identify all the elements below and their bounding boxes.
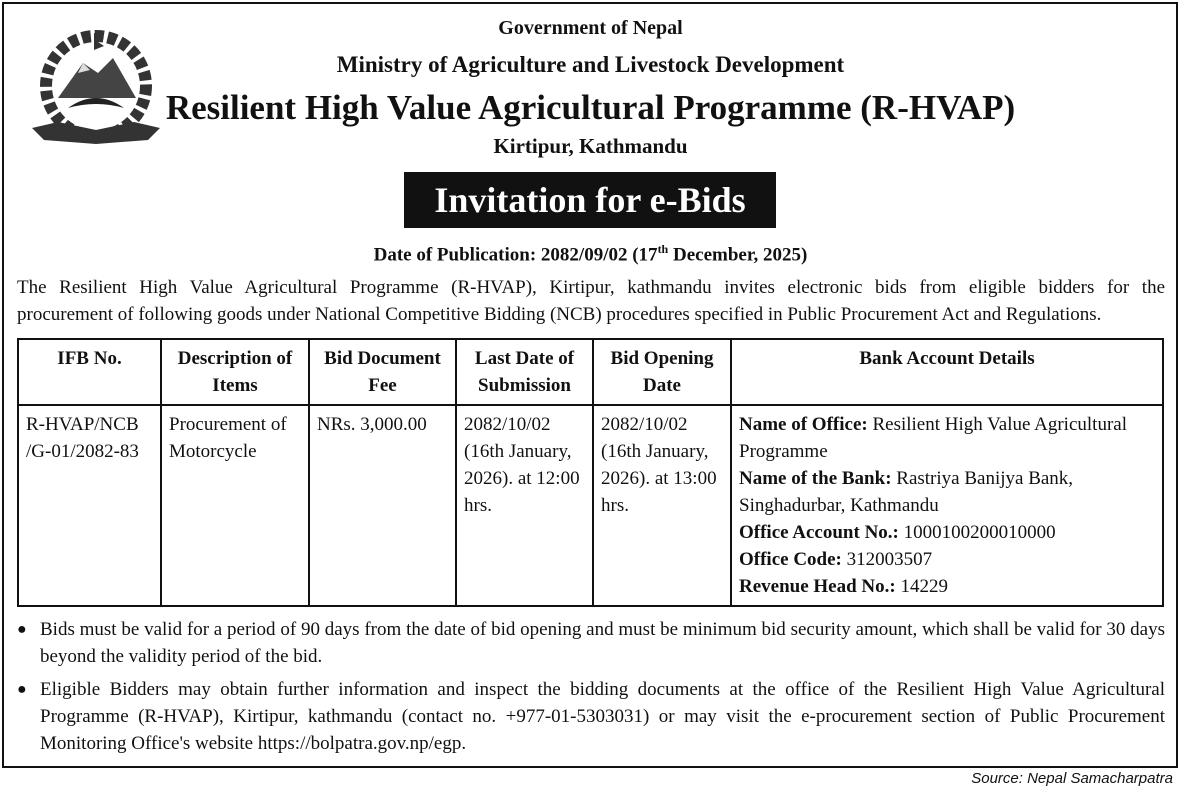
bank-office-name (739, 411, 1155, 465)
note-item (17, 616, 1165, 670)
table-header-row (18, 339, 1163, 405)
bank-value: Resilient High Value Agricultural Programme (739, 414, 1127, 462)
bank-value: 14229 (895, 576, 948, 597)
location-heading: Kirtipur, Kathmandu (493, 134, 688, 158)
cell-bank (731, 405, 1163, 606)
bank-label: Name of the Bank: (739, 468, 892, 489)
intro-line: The Resilient High Value Agricultural Programme (R-HVAP), Kirtipur, kathmandu invites electronic bids from eligible bidders for the (17, 277, 1165, 298)
bank-office-code (739, 546, 1155, 573)
header-ifb: IFB No. (18, 339, 161, 405)
notes-list (17, 616, 1165, 763)
table-row (18, 405, 1163, 606)
header-description: Description of Items (161, 339, 309, 405)
cell-ifb: R-HVAP/NCB /G-01/2082-83 (18, 405, 161, 606)
header-submission: Last Date of Submission (456, 339, 593, 405)
cell-submission: 2082/10/02 (16th January, 2026). at 12:00 hrs. (456, 405, 593, 606)
notice-title: Invitation for e-Bids (404, 172, 776, 228)
publication-date (0, 242, 1181, 266)
bank-label: Office Code: (739, 549, 842, 570)
publication-date-text: Date of Publication: 2082/09/02 (17 (373, 244, 658, 266)
publication-date-sup: th (657, 242, 669, 256)
bank-label: Name of Office: (739, 414, 868, 435)
intro-paragraph (17, 274, 1165, 328)
source-caption: Source: Nepal Samacharpatra (971, 770, 1173, 787)
header-bank: Bank Account Details (731, 339, 1163, 405)
cell-fee: NRs. 3,000.00 (309, 405, 456, 606)
bid-table (17, 338, 1164, 607)
cell-description: Procurement of Motorcycle (161, 405, 309, 606)
bullet-icon: ● (17, 621, 27, 638)
bank-value: 312003507 (841, 549, 933, 570)
government-heading: Government of Nepal (498, 17, 683, 39)
bank-label: Revenue Head No.: (739, 576, 896, 597)
header-fee: Bid Document Fee (309, 339, 456, 405)
note-text: Bids must be valid for a period of 90 days from the date of bid opening and must be minimum bid security amount, which shall be valid for 30 days beyond the validity period of the bid. (40, 619, 1165, 667)
header-opening: Bid Opening Date (593, 339, 731, 405)
cell-opening: 2082/10/02 (16th January, 2026). at 13:00 hrs. (593, 405, 731, 606)
programme-heading: Resilient High Value Agricultural Programme (R-HVAP) (165, 88, 1016, 127)
bank-account-no (739, 519, 1155, 546)
bank-revenue-head (739, 573, 1155, 600)
bank-value: Rastriya Banijya Bank, Singhadurbar, Kathmandu (739, 468, 1074, 516)
bullet-icon: ● (17, 681, 27, 698)
bank-value: 1000100200010000 (898, 522, 1056, 543)
note-text: Eligible Bidders may obtain further information and inspect the bidding documents at the office of the Resilient High Value Agricultural Programme (R-HVAP), Kirtipur, kathmandu (contact no. +977-01-5303031) or may visit the e-procurement section of Public Procurement Monitoring Office's website https://bolpatra.gov.np/egp. (40, 679, 1165, 754)
intro-line: procurement of following goods under National Competitive Bidding (NCB) procedures specified in Public Procurement Act and Regulations. (17, 304, 1102, 325)
note-item (17, 676, 1165, 757)
ministry-heading: Ministry of Agriculture and Livestock Development (336, 52, 845, 77)
publication-date-suffix: December, 2025) (668, 244, 808, 266)
bank-name (739, 465, 1155, 519)
bank-label: Office Account No.: (739, 522, 899, 543)
